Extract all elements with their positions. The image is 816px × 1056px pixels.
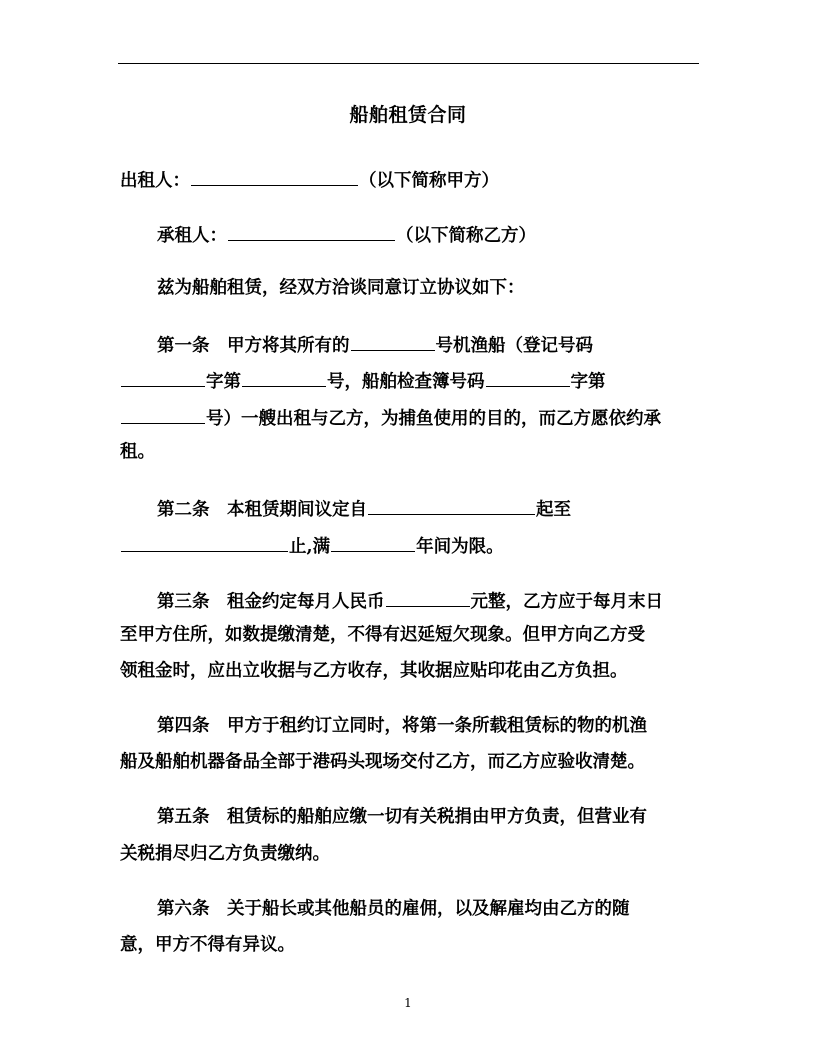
inspection-number-blank — [121, 404, 205, 424]
article2-text: 起至 — [536, 500, 571, 520]
article1-text: 号机渔船（登记号码 — [435, 336, 593, 356]
article6-line1: 第六条 关于船长或其他船员的雇佣，以及解雇均由乙方的随 — [157, 899, 630, 919]
lessee-label: 承租人： — [157, 226, 227, 246]
article4-line2: 船及船舶机器备品全部于港码头现场交付乙方，而乙方应验收清楚。 — [120, 752, 645, 772]
vessel-number-blank — [351, 331, 435, 351]
article5-line2: 关税捐尽归乙方负责缴纳。 — [120, 844, 330, 864]
article1-line3 — [120, 404, 661, 431]
article1-line4: 租。 — [120, 442, 155, 462]
lessor-blank — [191, 166, 358, 186]
years-blank — [331, 532, 415, 552]
lessee-blank — [228, 221, 395, 241]
article3-line3: 领租金时，应出立收据与乙方收存，其收据应贴印花由乙方负担。 — [120, 661, 628, 681]
article1-text: 号）一艘出租与乙方，为捕鱼使用的目的，而乙方愿依约承 — [206, 409, 661, 429]
article2-line2 — [120, 532, 504, 559]
article2-text: 第二条 本租赁期间议定自 — [157, 500, 367, 520]
article3-line1 — [157, 587, 663, 614]
registration-prefix-blank — [121, 367, 205, 387]
lessor-line — [120, 166, 499, 193]
article1-text: 第一条 甲方将其所有的 — [157, 336, 350, 356]
inspection-prefix-blank — [486, 367, 570, 387]
article3-line2: 至甲方住所，如数提缴清楚，不得有迟延短欠现象。但甲方向乙方受 — [120, 625, 645, 645]
article5-line1: 第五条 租赁标的船舶应缴一切有关税捐由甲方负责，但营业有 — [157, 807, 647, 827]
article3-text: 第三条 租金约定每月人民币 — [157, 592, 385, 612]
rent-amount-blank — [386, 587, 470, 607]
article4-line1: 第四条 甲方于租约订立同时，将第一条所载租赁标的物的机渔 — [157, 716, 647, 736]
lessee-line — [157, 221, 536, 248]
registration-number-blank — [242, 367, 326, 387]
header-rule — [118, 63, 699, 64]
lessor-label: 出租人： — [120, 171, 190, 191]
lessee-suffix: （以下简称乙方） — [396, 226, 536, 246]
document-title: 船舶租赁合同 — [349, 104, 467, 126]
article2-text: 止,满 — [289, 537, 331, 557]
end-date-blank — [121, 532, 288, 552]
article2-line1 — [157, 495, 571, 522]
article1-text: 字第 — [570, 372, 606, 392]
article1-text: 号，船舶检查簿号码 — [327, 372, 485, 392]
article1-text: 字第 — [206, 372, 241, 392]
article1-line2 — [120, 367, 606, 394]
article6-line2: 意，甲方不得有异议。 — [120, 935, 295, 955]
start-date-blank — [368, 495, 535, 515]
article3-text: 元整，乙方应于每月末日 — [470, 592, 663, 612]
article2-text: 年间为限。 — [416, 537, 504, 557]
lessor-suffix: （以下简称甲方） — [359, 171, 499, 191]
page-number: 1 — [404, 996, 412, 1010]
preamble: 兹为船舶租赁，经双方洽谈同意订立协议如下： — [157, 278, 525, 298]
article1-line1 — [157, 331, 593, 358]
